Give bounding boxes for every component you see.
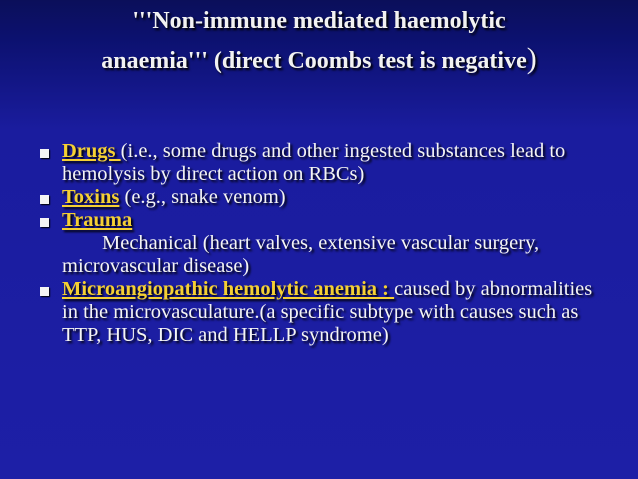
list-item-trauma [40, 209, 600, 232]
list-item-drugs [40, 140, 600, 186]
item-text-drugs: (i.e., some drugs and other ingested substances lead to hemolysis by direct action on RBCs) [62, 140, 566, 185]
title-close-paren: ) [526, 42, 537, 75]
bullet-list [40, 140, 600, 347]
keyword-drugs: Drugs [62, 140, 121, 162]
title-line-2-text: anaemia''' (direct Coombs test is negative [101, 48, 527, 74]
keyword-toxins: Toxins [62, 186, 120, 208]
item-text-microangiopathic: caused by abnormalities in the microvasculature.(a specific subtype with causes such as TTP, HUS, DIC and HELLP syndrome) [62, 278, 593, 346]
trauma-detail [40, 232, 600, 278]
bullet-square-icon [40, 218, 49, 227]
title-line-2 [0, 40, 638, 80]
item-text-toxins: (e.g., snake venom) [119, 186, 286, 208]
list-item-toxins [40, 186, 600, 209]
trauma-detail-text: Mechanical (heart valves, extensive vascular surgery, microvascular disease) [62, 232, 540, 277]
title-line-1: '''Non-immune mediated haemolytic [132, 8, 506, 34]
slide-title [0, 2, 638, 80]
keyword-microangiopathic: Microangiopathic hemolytic anemia : [62, 278, 395, 300]
bullet-square-icon [40, 195, 49, 204]
list-item-microangiopathic [40, 278, 600, 347]
bullet-square-icon [40, 287, 49, 296]
keyword-trauma: Trauma [62, 209, 133, 231]
bullet-square-icon [40, 149, 49, 158]
